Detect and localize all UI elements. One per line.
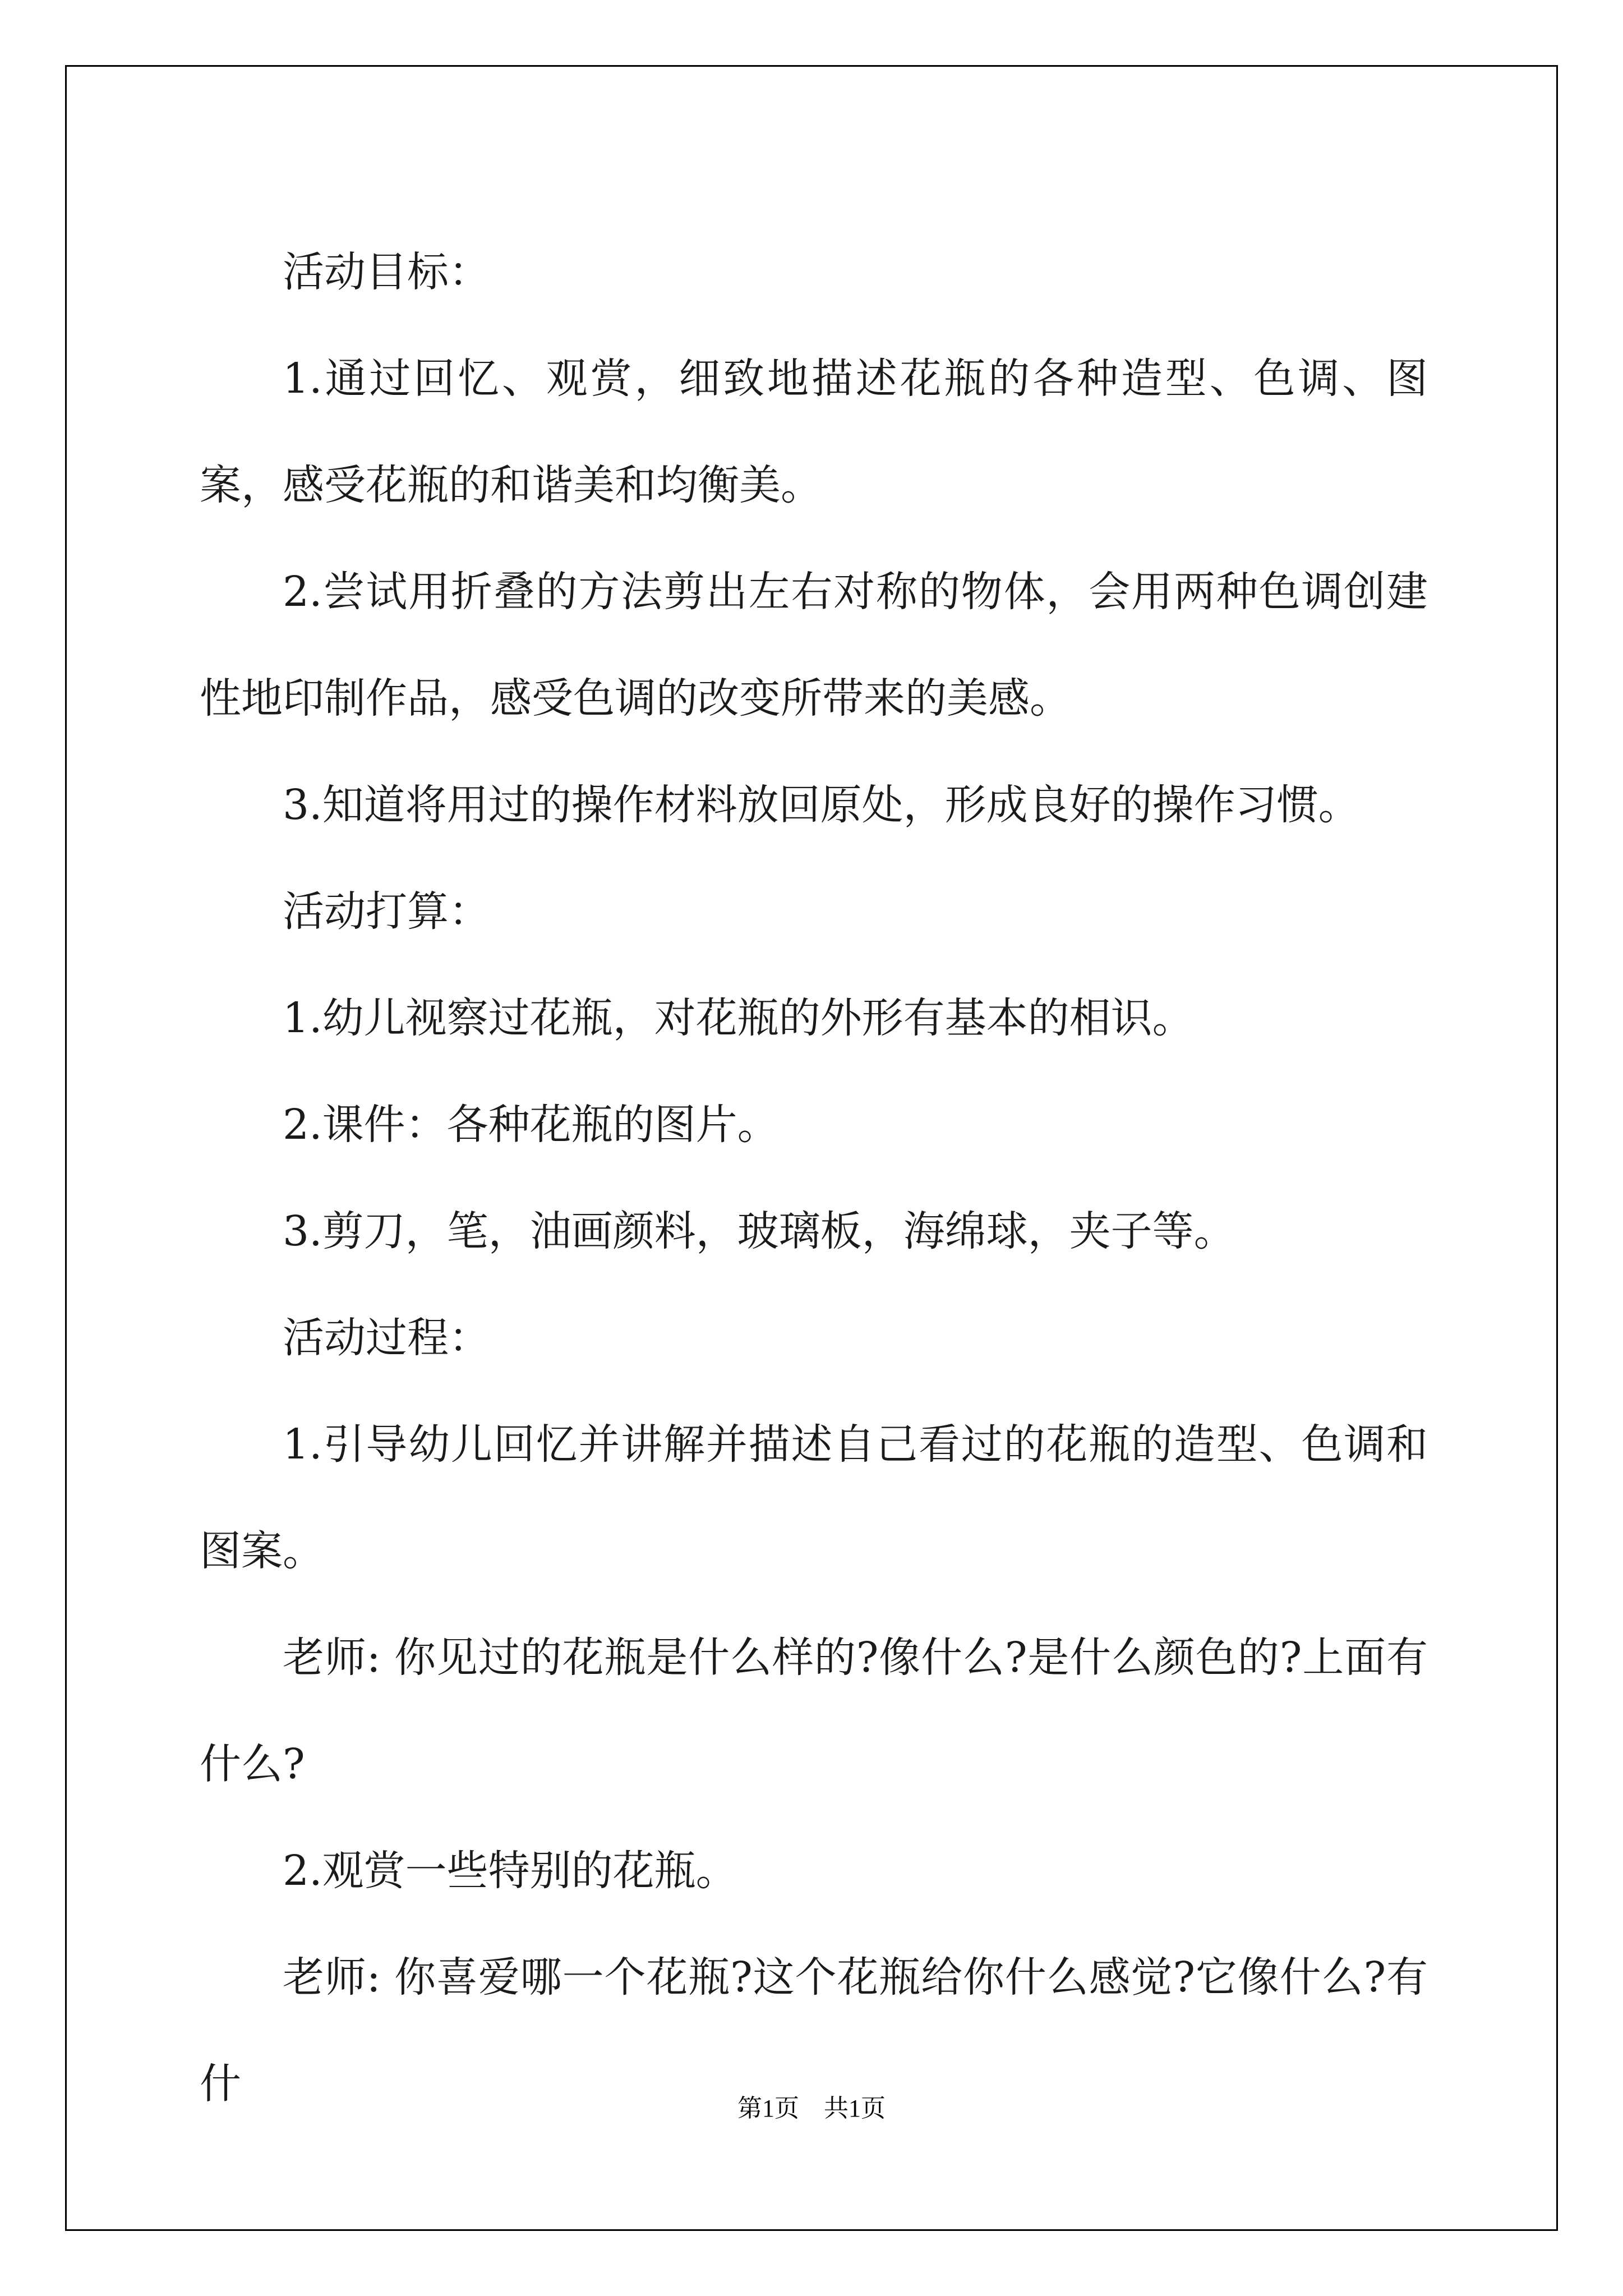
- document-body: [200, 219, 1428, 2137]
- process-item-2: 2.观赏一些特别的花瓶。: [283, 1847, 737, 1895]
- goal-item-3: 3.知道将用过的操作材料放回原处，形成良好的操作习惯。: [283, 781, 1360, 829]
- heading-activity-goals: 活动目标：: [283, 248, 490, 296]
- heading-activity-preparation: 活动打算：: [283, 887, 490, 936]
- goal-item-2: 2.尝试用折叠的方法剪出左右对称的物体，会用两种色调创建性地印制作品，感受色调的改变所带来的美感。: [200, 568, 1428, 723]
- heading-activity-process: 活动过程：: [283, 1314, 490, 1362]
- preparation-item-2: 2.课件：各种花瓶的图片。: [283, 1101, 779, 1149]
- goal-item-1: 1.通过回忆、观赏，细致地描述花瓶的各种造型、色调、图案，感受花瓶的和谐美和均衡美。: [200, 355, 1428, 509]
- teacher-question-1: 老师: 你见过的花瓶是什么样的?像什么?是什么颜色的?上面有什么?: [200, 1634, 1428, 1788]
- teacher-question-2: 老师: 你喜爱哪一个花瓶?这个花瓶给你什么感觉?它像什么?有什: [200, 1953, 1428, 2108]
- page-number: 第1页 共1页: [737, 2095, 886, 2122]
- process-item-1: 1.引导幼儿回忆并讲解并描述自己看过的花瓶的造型、色调和图案。: [200, 1420, 1428, 1575]
- preparation-item-3: 3.剪刀，笔，油画颜料，玻璃板，海绵球，夹子等。: [283, 1207, 1235, 1255]
- preparation-item-1: 1.幼儿视察过花瓶，对花瓶的外形有基本的相识。: [283, 994, 1194, 1042]
